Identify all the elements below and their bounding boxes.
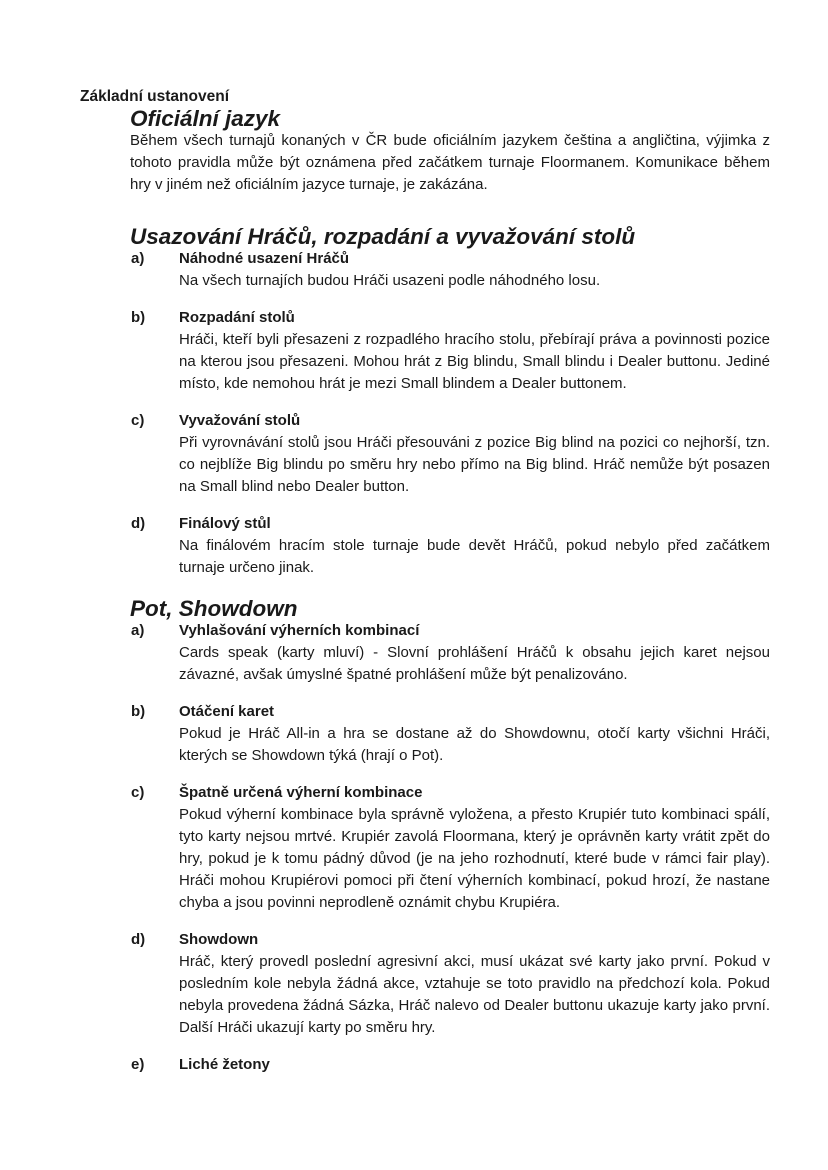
item-letter: a) (131, 250, 145, 267)
item-content (179, 1054, 770, 1076)
section-official-language (80, 108, 770, 196)
item-body: Pokud výherní kombinace byla správně vyložena, a přesto Krupiér tuto kombinaci spálí, tyto karty nejsou mrtvé. Krupiér zavolá Floormana, který je oprávněn karty vrátit zpět do hry, pokud je k tomu pádný důvod (je na jeho rozhodnutí, které bude v rámci fair play). Hráči mohou Krupiérovi pomoci při čtení výherních kombinací, pokud hrozí, že nastane chyba a jsou povinni neprodleně oznámit chybu Krupiéra. (179, 806, 770, 911)
item-content (179, 248, 770, 292)
item-title: Náhodné usazení Hráčů (179, 250, 350, 267)
list-item (131, 1054, 770, 1076)
list-item (131, 929, 770, 1039)
list-item (131, 248, 770, 292)
section-heading: Usazování Hráčů, rozpadání a vyvažování stolů (130, 224, 636, 249)
list-item (131, 782, 770, 914)
item-title: Liché žetony (179, 1056, 270, 1073)
section-seating-tables (80, 226, 770, 579)
item-letter: e) (131, 1056, 145, 1073)
list-item (131, 410, 770, 498)
item-body: Pokud je Hráč All-in a hra se dostane až do Showdownu, otočí karty všichni Hráči, kterých se Showdown týká (hrají o Pot). (179, 725, 770, 764)
item-content (179, 701, 770, 767)
item-title: Rozpadání stolů (179, 309, 295, 326)
item-letter: c) (131, 784, 145, 801)
item-content (179, 929, 770, 1039)
item-letter: a) (131, 622, 145, 639)
item-letter: c) (131, 412, 145, 429)
item-content (179, 410, 770, 498)
list-item (131, 620, 770, 686)
section-pot-showdown (80, 598, 770, 1076)
item-title: Špatně určená výherní kombinace (179, 784, 423, 801)
item-body: Na finálovém hracím stole turnaje bude devět Hráčů, pokud nebylo před začátkem turnaje určeno jinak. (179, 537, 770, 576)
item-content (179, 782, 770, 914)
item-content (179, 513, 770, 579)
item-title: Finálový stůl (179, 515, 271, 532)
list-item (131, 307, 770, 395)
list-item (131, 513, 770, 579)
item-body: Cards speak (karty mluví) - Slovní prohlášení Hráčů k obsahu jejich karet nejsou závazné, avšak úmyslné špatné prohlášení může být penalizováno. (179, 644, 770, 683)
list-item (131, 701, 770, 767)
item-body: Při vyrovnávání stolů jsou Hráči přesouváni z pozice Big blind na pozici co nejhorší, tzn. co nejblíže Big blindu po směru hry nebo přímo na Big blind. Hráč nemůže být posazen na Small blind nebo Dealer button. (179, 434, 770, 495)
item-content (179, 620, 770, 686)
item-letter: d) (131, 515, 146, 532)
item-letter: b) (131, 703, 146, 720)
item-letter: b) (131, 309, 146, 326)
item-title: Vyvažování stolů (179, 412, 301, 429)
section-heading: Oficiální jazyk (130, 106, 281, 131)
item-letter: d) (131, 931, 146, 948)
item-title: Vyhlašování výherních kombinací (179, 622, 420, 639)
item-body: Hráči, kteří byli přesazeni z rozpadlého hracího stolu, přebírají práva a povinnosti pozice na kterou jsou přesazeni. Mohou hrát z Big blindu, Small blindu i Dealer buttonu. Jediné místo, kde nemohou hrát je mezi Small blindem a Dealer buttonem. (179, 331, 770, 392)
item-title: Otáčení karet (179, 703, 275, 720)
item-title: Showdown (179, 931, 259, 948)
section-paragraph: Během všech turnajů konaných v ČR bude oficiálním jazykem čeština a angličtina, výjimka z tohoto pravidla může být oznámena před začátkem turnaje Floormanem. Komunikace během hry v jiném než oficiálním jazyce turnaje, je zakázána. (130, 132, 770, 193)
item-content (179, 307, 770, 395)
document-title: Základní ustanovení (80, 88, 230, 105)
item-body: Na všech turnajích budou Hráči usazeni podle náhodného losu. (179, 272, 601, 289)
item-body: Hráč, který provedl poslední agresivní akci, musí ukázat své karty jako první. Pokud v posledním kole nebyla žádná akce, vztahuje se toto pravidlo na předchozí kola. Pokud nebyla provedena žádná Sázka, Hráč nalevo od Dealer buttonu ukazuje karty jako první. Další Hráči ukazují karty po směru hry. (179, 953, 770, 1036)
section-heading: Pot, Showdown (130, 596, 298, 621)
